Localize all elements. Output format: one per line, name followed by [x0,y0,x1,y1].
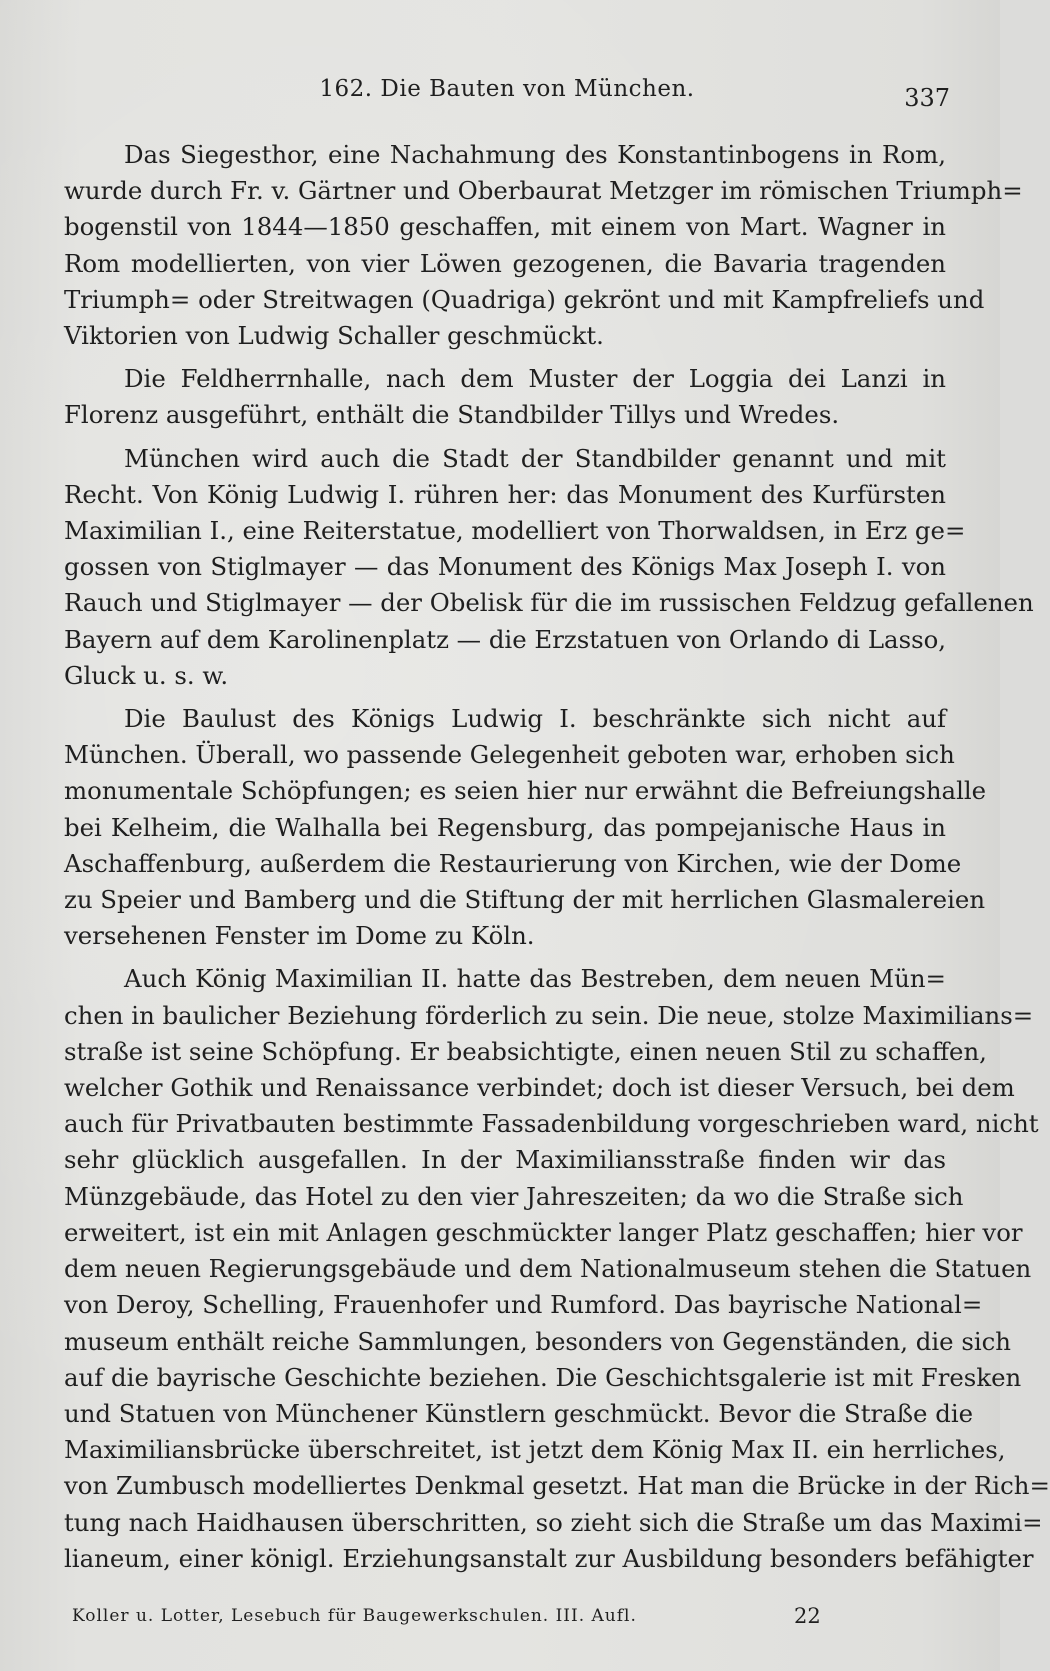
text-line: Maximiliansbrücke überschreitet, ist jetzt dem König Max II. ein herrliches, [64,1435,1006,1465]
text-line: monumentale Schöpfungen; es seien hier nur erwähnt die Befreiungshalle [64,776,987,806]
paragraph-standbilder [64,441,1034,694]
text-line: Florenz ausgeführt, enthält die Standbilder Tillys und Wredes. [64,400,840,430]
footer-source: Koller u. Lotter, Lesebuch für Baugewerkschulen. III. Aufl. [72,1606,637,1626]
text-line: dem neuen Regierungsgebäude und dem Nationalmuseum stehen die Statuen [64,1254,1032,1284]
text-line: chen in baulicher Beziehung förderlich zu sein. Die neue, stolze Maximilians= [64,1000,1034,1030]
running-head [64,76,950,110]
text-line: von Deroy, Schelling, Frauenhofer und Rumford. Das bayrische National= [64,1290,983,1320]
signature-mark: 22 [794,1604,821,1628]
text-line: Viktorien von Ludwig Schaller geschmückt. [64,321,604,351]
text-line: wurde durch Fr. v. Gärtner und Oberbaurat Metzger im römischen Triumph= [64,176,1023,206]
text-line: Das Siegesthor, eine Nachahmung des Konstantinbogens in Rom, [124,140,946,169]
text-line: straße ist seine Schöpfung. Er beabsichtigte, einen neuen Stil zu schaffen, [64,1036,987,1066]
text-line: Maximilian I., eine Reiterstatue, modelliert von Thorwaldsen, in Erz ge= [64,516,966,546]
body-text [64,137,1050,1584]
text-line: Die Baulust des Königs Ludwig I. beschränkte sich nicht auf [124,704,946,734]
text-line: zu Speier und Bamberg und die Stiftung der mit herrlichen Glasmalereien [64,885,986,915]
paragraph-siegesthor [64,137,1023,354]
text-line: welcher Gothik und Renaissance verbindet; doch ist dieser Versuch, bei dem [64,1073,1015,1103]
text-line: auch für Privatbauten bestimmte Fassadenbildung vorgeschrieben ward, nicht [64,1109,1039,1139]
text-line: erweitert, ist ein mit Anlagen geschmückter langer Platz geschaffen; hier vor [64,1217,1023,1247]
text-line: Bayern auf dem Karolinenplatz — die Erzstatuen von Orlando di Lasso, [64,624,947,654]
text-line: von Zumbusch modelliertes Denkmal gesetzt. Hat man die Brücke in der Rich= [64,1471,1050,1501]
paragraph-feldherrnhalle [64,361,946,433]
text-line: bei Kelheim, die Walhalla bei Regensburg, das pompejanische Haus in [64,812,946,842]
text-line: Auch König Maximilian II. hatte das Bestreben, dem neuen Mün= [124,964,946,994]
text-line: München wird auch die Stadt der Standbilder genannt und mit [124,443,946,473]
text-line: museum enthält reiche Sammlungen, besonders von Gegenständen, die sich [64,1326,1012,1356]
text-line: Die Feldherrnhalle, nach dem Muster der Loggia dei Lanzi in [124,364,946,394]
text-line: und Statuen von Münchener Künstlern geschmückt. Bevor die Straße die [64,1398,974,1428]
text-line: Rauch und Stiglmayer — der Obelisk für die im russischen Feldzug gefallenen [64,588,1034,618]
text-line: München. Überall, wo passende Gelegenheit geboten war, erhoben sich [64,740,955,770]
text-line: Triumph= oder Streitwagen (Quadriga) gekrönt und mit Kampfreliefs und [64,284,985,314]
page-footer [72,1606,940,1636]
text-line: sehr glücklich ausgefallen. In der Maximiliansstraße finden wir das [64,1145,946,1175]
running-head-title: 162. Die Bauten von München. [319,76,695,102]
text-line: Aschaffenburg, außerdem die Restaurierung von Kirchen, wie der Dome [64,848,962,878]
text-line: Gluck u. s. w. [64,660,229,690]
text-line: lianeum, einer königl. Erziehungsanstalt zur Ausbildung besonders befähigter [64,1543,1034,1573]
text-line: Rom modellierten, von vier Löwen gezogenen, die Bavaria tragenden [64,248,946,278]
text-line: bogenstil von 1844—1850 geschaffen, mit einem von Mart. Wagner in [64,212,946,242]
text-line: gossen von Stiglmayer — das Monument des Königs Max Joseph I. von [64,552,946,582]
page-number: 337 [904,84,950,112]
text-line: Münzgebäude, das Hotel zu den vier Jahreszeiten; da wo die Straße sich [64,1181,964,1211]
text-line: versehenen Fenster im Dome zu Köln. [64,921,535,951]
paragraph-baulust [64,701,987,954]
text-line: Recht. Von König Ludwig I. rühren her: das Monument des Kurfürsten [64,479,946,509]
text-line: tung nach Haidhausen überschritten, so zieht sich die Straße um das Maximi= [64,1507,1043,1537]
text-line: auf die bayrische Geschichte beziehen. Die Geschichtsgalerie ist mit Fresken [64,1362,1022,1392]
paragraph-maximilian [64,961,1050,1576]
